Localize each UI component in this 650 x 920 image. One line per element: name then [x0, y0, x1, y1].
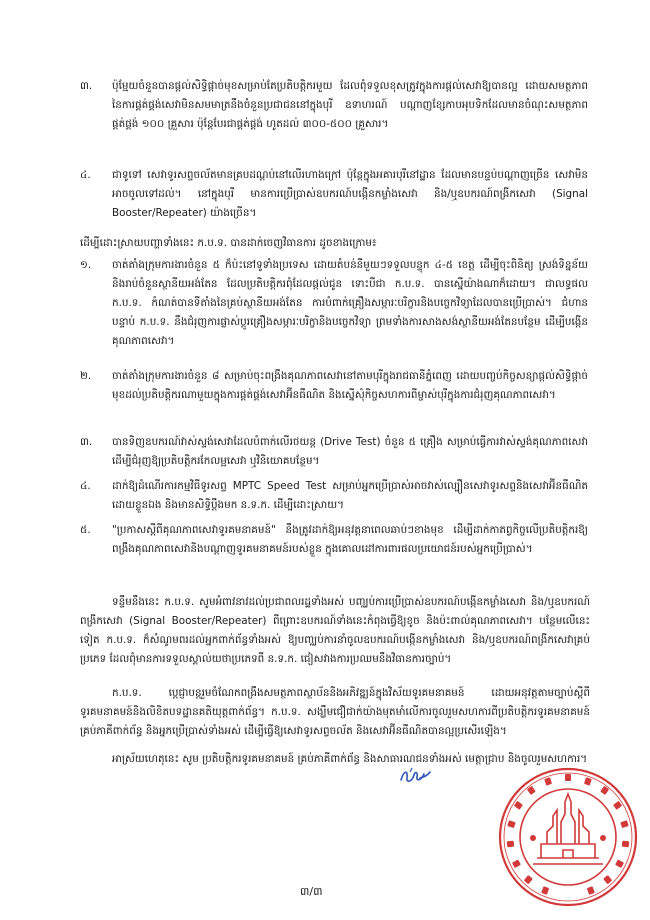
measure-number: ៣. — [80, 436, 93, 448]
measure-2-text: ចាត់តាំងក្រុមការងារចំនួន ៨ សម្រាប់ចុះពង្រឹងគុណភាពសេវានៅតាមបុរីក្នុងរាជធានីភ្នំពេញ ដោយបញ្ចប់កិច្ចសន្យាផ្តល់សិទ្ធិផ្តាច់មុខដល់ប្រតិបត្តិករណាមួយក្នុងការផ្គត់ផ្គង់សេវាអ៊ីនធឺណិត និងស្នើសុំកិច្ចសហការពីម្ចាស់បុរីក្នុងការជំរុញគុណភាពសេវា។ — [112, 370, 588, 401]
measures-intro: ដើម្បីដោះស្រាយបញ្ហាទាំងនេះ ក.ប.ទ. បានដាក់ចេញវិធានការ ដូចខាងក្រោម៖ — [80, 237, 377, 249]
measure-4-text: ដាក់ឱ្យដំណើរការកម្មវិធីទូរសព្ទ MPTC Speed Test សម្រាប់អ្នកប្រើប្រាស់អាចវាស់ល្បឿនសេវាទូរសព្ទនិងសេវាអ៊ីនធឺណិតដោយខ្លួនឯង និងមានសិទ្ធិប្ដឹងមក ន.ទ.ក. ដើម្បីដោះស្រាយ។ — [112, 480, 588, 511]
initial-signature-icon — [398, 766, 432, 786]
item-number: ៤. — [80, 169, 91, 181]
measure-5-text: "ប្រកាសស្ដីពីគុណភាពសេវាទូរគមនាគមន៍" នឹងត្រូវដាក់ឱ្យអនុវត្តនាពេលឆាប់ៗខាងមុខ ដើម្បីដាក់កាតព្វកិច្ចលើប្រតិបត្តិករឱ្យពង្រឹងគុណភាពសេវានិងបណ្ដាញទូរគមនាគមន៍របស់ខ្លួន ក្នុងគោលដៅការពារផលប្រយោជន៍របស់អ្នកប្រើប្រាស់។ — [112, 524, 588, 555]
paragraph-appeal: ទន្ទឹមនឹងនេះ ក.ប.ទ. សូមអំពាវនាវដល់ប្រជាពលរដ្ឋទាំងអស់ បញ្ឈប់ការប្រើប្រាស់ឧបករណ៍បង្កើនកម្លាំងសេវា និង/ឬឧបករណ៍ពង្រីកសេវា (Signal Booster/Repeater) ពីព្រោះឧបករណ៍ទាំងនេះកំពុងធ្វើឱ្យខូច និងប៉ះពាល់គុណភាពសេវា។ បន្ថែមលើនេះទៀត ក.ប.ទ. ក៏សំណូមពរដល់អ្នកពាក់ព័ន្ធទាំងអស់ ឱ្យបញ្ឈប់ការនាំចូលឧបករណ៍បង្កើនកម្លាំងសេវា និង/ឬឧបករណ៍ពង្រីកសេវាគ្រប់ប្រភេទ ដែលពុំមានការទទួលស្គាល់យថាប្រភេទពី ន.ទ.ក. ជៀសវាងការប្រឈមនឹងវិធានការច្បាប់។ — [80, 596, 590, 665]
official-seal-icon — [497, 766, 639, 908]
measure-number: ៥. — [80, 524, 91, 536]
top-item-4-text: ជាទូទៅ សេវាទូរសព្ទចល័តមានគ្របដណ្ដប់នៅលើរហាងក្រៅ ប៉ុន្តែក្នុងអគារបុរីនៅដ្ឋាន ដែលមានបន្ទប់បណ្ដាញច្រើន សេវាមិនអាចចូលទៅដល់។ នៅក្នុងបុរី មានការប្រើប្រាស់ឧបករណ៍បង្កើនកម្លាំងសេវា និង/ឬឧបករណ៍ពង្រីកសេវា (Signal Booster/Repeater) យ៉ាងច្រើន។ — [112, 169, 588, 219]
page-number: ៣/៣ — [300, 885, 323, 898]
paragraph-commitment: ក.ប.ទ. ប្ដេជ្ញាបន្តរួមចំណែកពង្រឹងសមត្ថភាពស្ថាប័ននិងអភិវឌ្ឍន៍ក្នុងវិស័យទូរគមនាគមន៍ ដោយអនុវត្តតាមច្បាប់ស្ដីពីទូរគមនាគមន៍និងលិខិតបទដ្ឋានគតិយុត្តពាក់ព័ន្ធ។ ក.ប.ទ. សង្ឃឹមជឿជាក់យ៉ាងមុតមាំលើការចូលរួមសហការពីប្រតិបត្តិករទូរគមនាគមន៍ គ្រប់ភាគីពាក់ព័ន្ធ និងអ្នកប្រើប្រាស់ទាំងអស់ ដើម្បីធ្វើឱ្យសេវាទូរសព្ទចល័ត និងសេវាអ៊ីនធឺណិតបានល្អប្រសើរឡើង។ — [80, 687, 590, 737]
measure-number: ៤. — [80, 480, 91, 492]
measure-3-text: បានទិញឧបករណ៍វាស់ស្ទង់សេវាដែលបំពាក់លើរថយន្ត (Drive Test) ចំនួន ៥ គ្រឿង សម្រាប់ធ្វើការវាស់ស្ទង់គុណភាពសេវា ដើម្បីជំរុញឱ្យប្រតិបត្តិករកែលម្អសេវា ឬវិនិយោគបន្ថែម។ — [112, 436, 588, 467]
item-number: ៣. — [80, 80, 93, 92]
measure-number: ២. — [80, 370, 92, 382]
measure-number: ១. — [80, 259, 92, 271]
measure-1-text: ចាត់តាំងក្រុមការងារចំនួន ៥ ក៏ប៉ះនៅទូទាំងប្រទេស ដោយតំបន់នីមួយៗទទួលបន្ទុក ៤-៥ ខេត្ត ដើម្បីចុះពិនិត្យ ស្រង់ទិន្នន័យ និងរាប់ចំនួនស្ថានីយអង់តែន ដែលប្រតិបត្តិករពុំដែលផ្ដល់ជូន ទោះបីជា ក.ប.ទ. បានស្នើយ៉ាងណាក៏ដោយ។ ជាលទ្ធផល ក.ប.ទ. កំណត់បានទីតាំងនៃគ្រប់ស្ថានីយអង់តែន ការបំពាក់គ្រឿងសម្ភារៈបរិក្ខារនិងបច្ចេកវិទ្យាដែលបានប្រើប្រាស់។ ជំហានបន្ទាប់ ក.ប.ទ. នឹងជំរុញការផ្លាស់ប្ដូរគ្រឿងសម្ភារៈបរិក្ខានិងបច្ចេកវិទ្យា ព្រមទាំងការសាងសង់ស្ថានីយអង់តែនបន្ថែម ដើម្បីបង្កើនគុណភាពសេវា។ — [112, 259, 588, 347]
top-item-3-text: ប៉ុម្មែយចំនួនបានផ្ដល់សិទ្ធិផ្តាច់មុខសម្រាប់តែប្រតិបត្តិករមួយ ដែលពុំទទួលខុសត្រូវក្នុងការផ្ដល់សេវាឱ្យបានល្អ ដោយសមត្ថភាពនៃការផ្គត់ផ្គង់សេវាមិនសមមាត្រនឹងចំនួនប្រជាជននៅក្នុងបុរី ឧទាហរណ៍ បណ្ដាញខ្សែកាបអុបទិកដែលមានចំណុះសមត្ថភាពផ្គត់ផ្គង់ ១០០ គ្រួសារ ប៉ុន្តែបែរជាផ្គត់ផ្គង់ ហូតដល់ ៣០០-៥០០ គ្រួសារ។ — [112, 80, 588, 130]
paragraph-closing: អាស្រ័យហេតុនេះ សូម ប្រតិបត្តិករទូរគមនាគមន៍ គ្រប់ភាគីពាក់ព័ន្ធ និងសាធារណជនទាំងអស់ មេត្តាជ្រាប និងចូលរួមសហការ។ — [112, 753, 588, 765]
